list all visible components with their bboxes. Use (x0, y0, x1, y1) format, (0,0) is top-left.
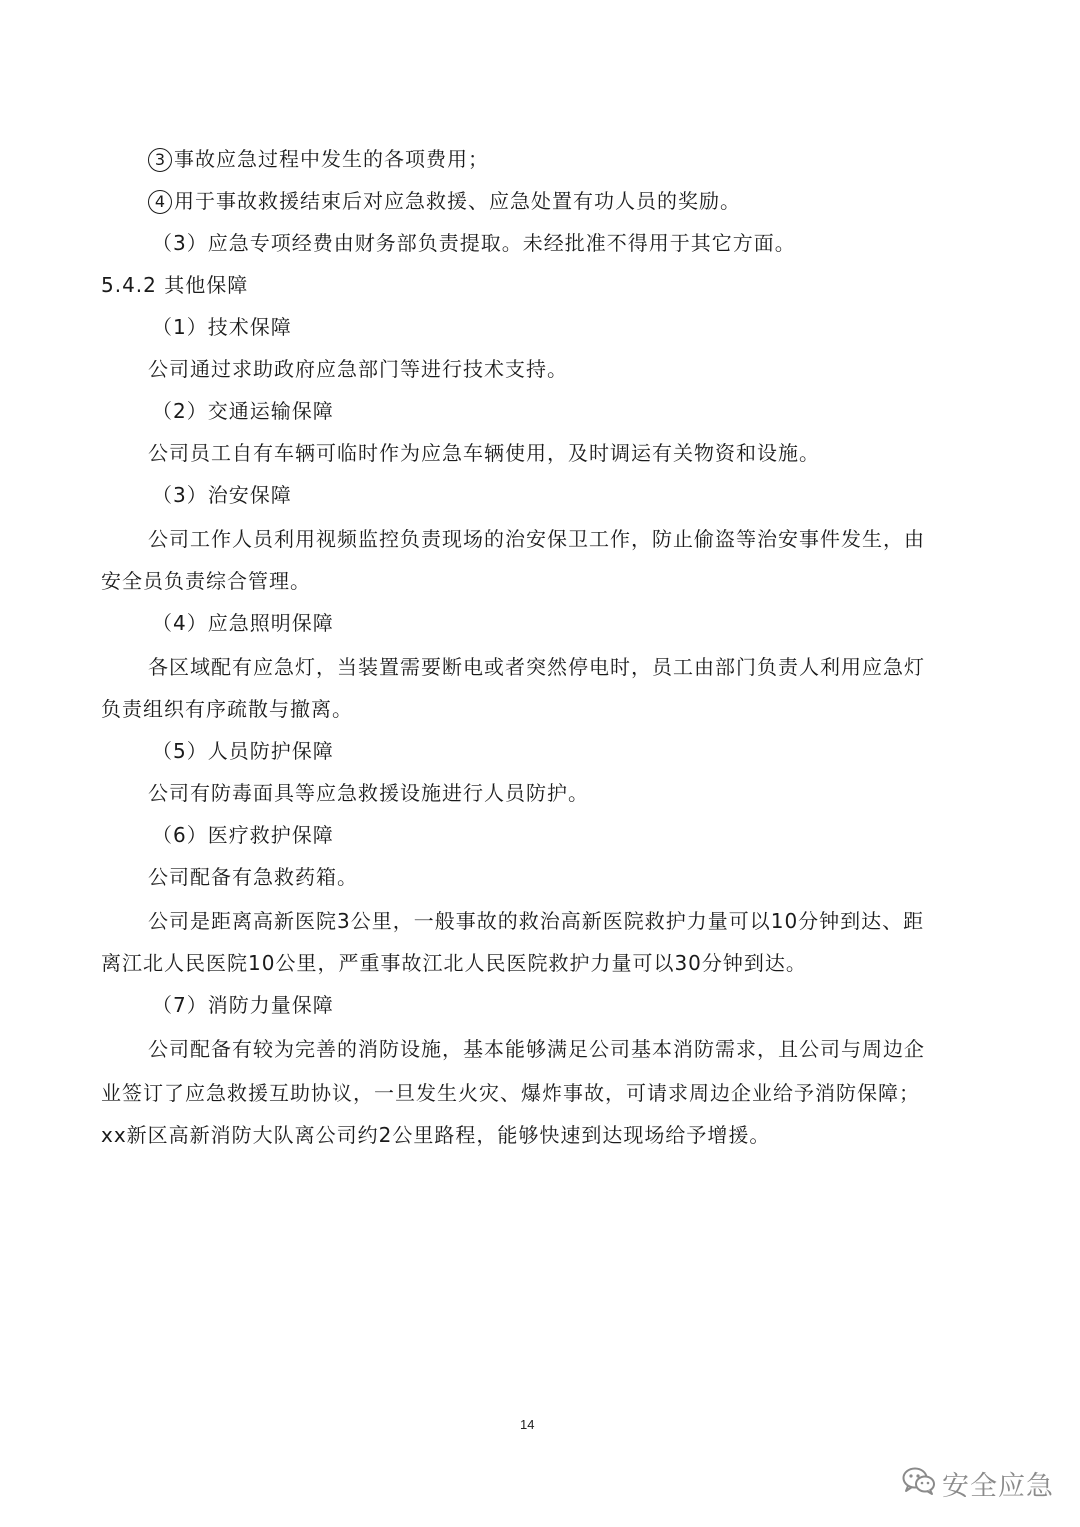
list-item-text: 事故应急过程中发生的各项费用； (174, 147, 489, 171)
subheading-protection: （5）人员防护保障 (152, 739, 334, 763)
paragraph-lighting-line1: 各区域配有应急灯，当装置需要断电或者突然停电时，员工由部门负责人利用应急灯 (148, 655, 925, 679)
subheading-fire: （7）消防力量保障 (152, 993, 334, 1017)
paragraph-lighting-line2: 负责组织有序疏散与撤离。 (101, 697, 353, 721)
section-heading: 5.4.2 其他保障 (101, 273, 249, 297)
paragraph-security-line1: 公司工作人员利用视频监控负责现场的治安保卫工作，防止偷盗等治安事件发生，由 (148, 527, 925, 551)
paragraph-fire-line1: 公司配备有较为完善的消防设施，基本能够满足公司基本消防需求，且公司与周边企 (148, 1037, 925, 1061)
circled-number: 3 (148, 148, 172, 172)
paragraph-medical-line1: 公司配备有急救药箱。 (148, 865, 358, 889)
list-item-text: 用于事故救援结束后对应急救援、应急处置有功人员的奖励。 (174, 189, 741, 213)
paragraph-fire-line2: 业签订了应急救援互助协议，一旦发生火灾、爆炸事故，可请求周边企业给予消防保障； (101, 1081, 920, 1105)
paragraph-medical-line3: 离江北人民医院10公里，严重事故江北人民医院救护力量可以30分钟到达。 (101, 951, 807, 975)
paragraph-funds: （3）应急专项经费由财务部负责提取。未经批准不得用于其它方面。 (152, 231, 796, 255)
paragraph-medical-line2: 公司是距离高新医院3公里，一般事故的救治高新医院救护力量可以10分钟到达、距 (148, 909, 925, 933)
wechat-icon (902, 1466, 936, 1500)
list-item-expense (148, 146, 489, 172)
paragraph-security-line2: 安全员负责综合管理。 (101, 569, 311, 593)
paragraph-protection: 公司有防毒面具等应急救援设施进行人员防护。 (148, 781, 589, 805)
watermark (902, 1465, 1054, 1501)
paragraph-fire-line3: xx新区高新消防大队离公司约2公里路程，能够快速到达现场给予增援。 (101, 1123, 771, 1147)
subheading-lighting: （4）应急照明保障 (152, 611, 334, 635)
paragraph-tech: 公司通过求助政府应急部门等进行技术支持。 (148, 357, 568, 381)
subheading-transport: （2）交通运输保障 (152, 399, 334, 423)
subheading-tech: （1）技术保障 (152, 315, 292, 339)
subheading-medical: （6）医疗救护保障 (152, 823, 334, 847)
list-item-reward (148, 188, 741, 214)
page-number: 14 (520, 1417, 535, 1432)
circled-number: 4 (148, 190, 172, 214)
watermark-text: 安全应急 (942, 1470, 1054, 1502)
paragraph-transport: 公司员工自有车辆可临时作为应急车辆使用，及时调运有关物资和设施。 (148, 441, 820, 465)
subheading-security: （3）治安保障 (152, 483, 292, 507)
